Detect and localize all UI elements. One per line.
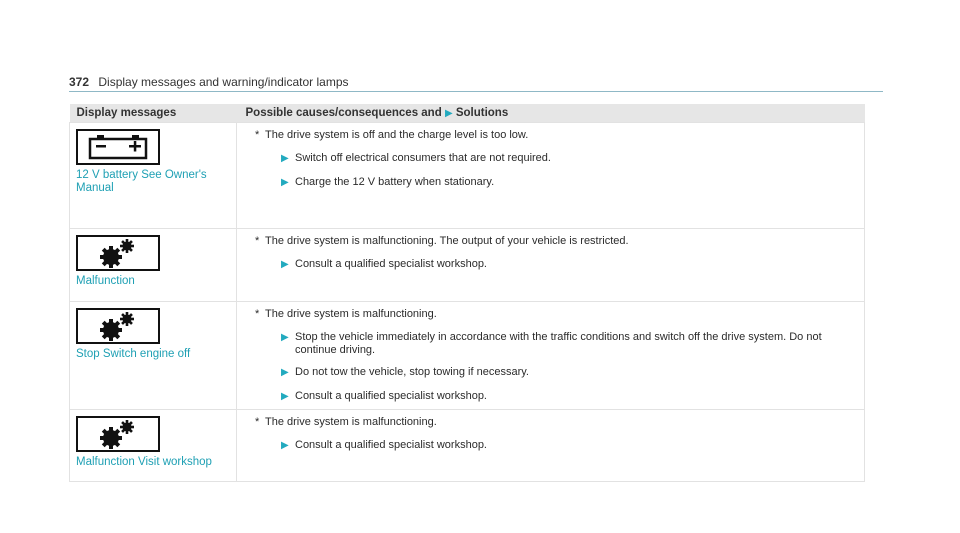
message-label: 12 V battery See Owner's Manual <box>76 169 207 194</box>
solution-arrow-icon: ▶ <box>444 108 453 119</box>
step-arrow-icon: ▶ <box>281 176 289 188</box>
step-arrow-icon: ▶ <box>281 440 289 451</box>
step-text: Do not tow the vehicle, stop towing if necessary. <box>295 366 529 378</box>
cause-label: The drive system is off and the charge level is too low. <box>265 129 529 141</box>
causes-header-label: Possible causes/consequences and <box>245 107 442 119</box>
cause-text <box>255 416 856 429</box>
cause-text <box>255 129 856 142</box>
table-row <box>70 123 865 229</box>
table-row <box>70 229 865 302</box>
step-arrow-icon: ▶ <box>281 259 289 270</box>
cause-label: The drive system is malfunctioning. <box>265 308 437 320</box>
malfunction-gears-icon <box>76 416 160 452</box>
solution-step <box>281 258 856 272</box>
table-row <box>70 410 865 482</box>
display-message-cell <box>70 410 237 482</box>
column-header-display-messages: Display messages <box>70 104 237 123</box>
solutions-header-label: Solutions <box>455 107 509 119</box>
column-header-causes <box>237 104 865 123</box>
malfunction-gears-icon <box>76 308 160 344</box>
step-text: Consult a qualified specialist workshop. <box>295 439 487 451</box>
cause-marker: * <box>255 235 260 247</box>
solution-step <box>281 331 856 356</box>
causes-cell <box>237 410 865 482</box>
step-text: Consult a qualified specialist workshop. <box>295 258 487 270</box>
message-label: Stop Switch engine off <box>76 348 191 360</box>
cause-label: The drive system is malfunctioning. <box>265 416 437 428</box>
table-row <box>70 302 865 410</box>
cause-text <box>255 308 856 321</box>
malfunction-gears-icon <box>76 235 160 271</box>
step-text: Consult a qualified specialist workshop. <box>295 389 487 402</box>
display-message-cell <box>70 123 237 229</box>
solution-step <box>281 366 856 380</box>
page-number: 372 <box>69 75 90 89</box>
causes-cell <box>237 123 865 229</box>
header-divider <box>69 91 883 92</box>
solution-step <box>281 176 856 190</box>
solution-step <box>281 390 856 404</box>
message-label: Malfunction <box>76 275 135 287</box>
message-label: Malfunction Visit workshop <box>76 456 212 468</box>
display-message-cell <box>70 302 237 410</box>
step-arrow-icon: ▶ <box>281 153 289 164</box>
page-title: Display messages and warning/indicator lamps <box>98 75 349 89</box>
display-message-cell <box>70 229 237 302</box>
display-messages-table <box>69 104 865 482</box>
cause-marker: * <box>255 308 260 320</box>
cause-label: The drive system is malfunctioning. The output of your vehicle is restricted. <box>265 235 629 247</box>
step-text: Stop the vehicle immediately in accordance with the traffic conditions and switch off the drive system. Do not continue driving. <box>295 331 822 356</box>
battery-icon <box>76 129 160 165</box>
step-arrow-icon: ▶ <box>281 367 289 378</box>
page-header <box>69 75 349 89</box>
step-text: Switch off electrical consumers that are not required. <box>295 152 551 164</box>
causes-cell <box>237 229 865 302</box>
step-arrow-icon: ▶ <box>281 390 289 402</box>
step-text: Charge the 12 V battery when stationary. <box>295 175 495 188</box>
table-header-row <box>70 104 865 123</box>
solution-step <box>281 439 856 453</box>
solution-step <box>281 152 856 166</box>
cause-text <box>255 235 856 248</box>
cause-marker: * <box>255 416 260 428</box>
step-arrow-icon: ▶ <box>281 332 289 343</box>
cause-marker: * <box>255 129 260 141</box>
causes-cell <box>237 302 865 410</box>
